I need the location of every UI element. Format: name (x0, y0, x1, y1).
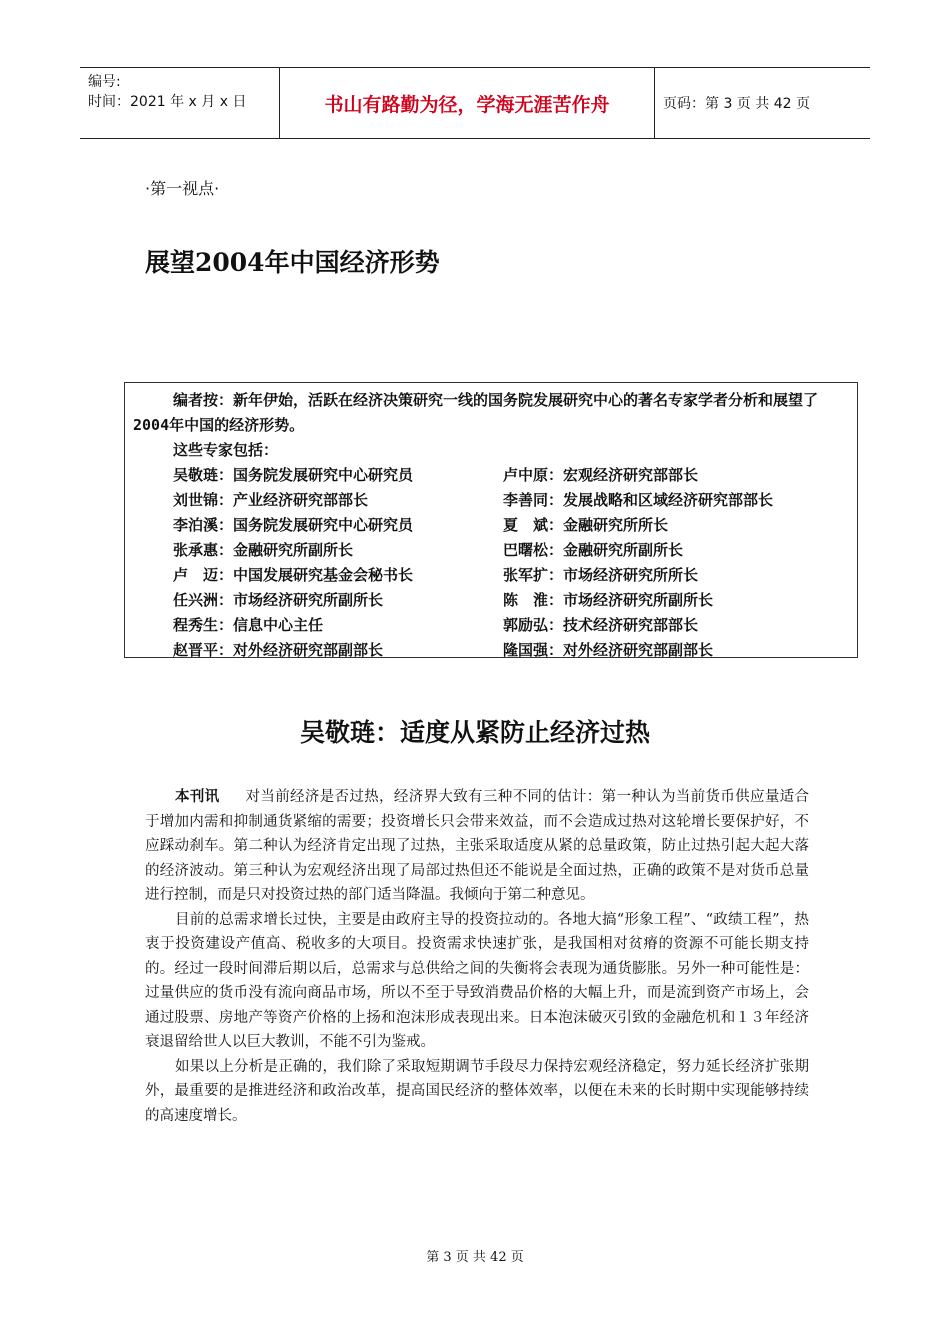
paragraph-text: 对当前经济是否过热，经济界大致有三种不同的估计：第一种认为当前货币供应量适合于增加内需和抑制通货紧缩的需要；投资增长只会带来效益，而不会造成过热对这轮增长要保护好，不应踩动刹车。第二种认为经济肯定出现了过热，主张采取适度从紧的总量政策，防止过热引起大起大落的经济波动。第三种认为宏观经济出现了局部过热但还不能说是全面过热，正确的政策不是对货币总量进行控制，而是只对投资过热的部门适当降温。我倾向于第二种意见。 (145, 789, 809, 903)
expert-row (133, 488, 849, 513)
expert-row (133, 538, 849, 563)
lead-tag: 本刊讯 (175, 789, 220, 805)
expert-entry: 赵晋平：对外经济研究部副部长 (173, 641, 384, 659)
header-page-info: 页码：第 3 页 共 42 页 (663, 96, 810, 112)
expert-entry: 任兴洲：市场经济研究所副所长 (173, 591, 384, 609)
expert-entry: 隆国强：对外经济研究部副部长 (503, 641, 714, 659)
expert-entry: 张承惠：金融研究所副所长 (173, 541, 354, 559)
article-paragraph-2: 目前的总需求增长过快，主要是由政府主导的投资拉动的。各地大搞“形象工程”、“政绩工程”，热衷于投资建设产值高、税收多的大项目。投资需求快速扩张，是我国相对贫瘠的资源不可能长期支持的。经过一段时间滞后期以后，总需求与总供给之间的失衡将会表现为通货膨胀。另外一种可能性是：过量供应的货币没有流向商品市场，所以不至于导致消费品价格的大幅上升，而是流到资产市场上，会通过股票、房地产等资产价格的上扬和泡沫形成表现出来。日本泡沫破灭引致的金融危机和１３年经济衰退留给世人以巨大教训，不能不引为鉴戒。 (145, 911, 809, 1050)
page-header (80, 67, 870, 139)
expert-row (133, 613, 849, 638)
expert-entry: 卢中原：宏观经济研究部部长 (503, 466, 699, 484)
article-paragraph-3: 如果以上分析是正确的，我们除了采取短期调节手段尽力保持宏观经济稳定，努力延长经济扩张期外，最重要的是推进经济和政治改革，提高国民经济的整体效率，以便在未来的长时期中实现能够持续的高速度增长。 (145, 1058, 809, 1124)
expert-entry: 卢 迈：中国发展研究基金会秘书长 (173, 566, 414, 584)
expert-entry: 吴敬琏：国务院发展研究中心研究员 (173, 466, 414, 484)
experts-list (133, 463, 849, 663)
section-tag: ·第一视点· (145, 179, 220, 198)
article-body (145, 785, 809, 1128)
expert-entry: 巴曙松：金融研究所副所长 (503, 541, 684, 559)
expert-row (133, 638, 849, 663)
expert-entry: 陈 淮：市场经济研究所副所长 (503, 591, 714, 609)
expert-row (133, 563, 849, 588)
experts-heading: 这些专家包括： (173, 441, 279, 459)
document-date-label: 时间：2021 年 x 月 x 日 (88, 94, 247, 110)
expert-entry: 李善同：发展战略和区域经济研究部部长 (503, 491, 774, 509)
expert-row (133, 588, 849, 613)
article-title: 吴敬琏：适度从紧防止经济过热 (299, 718, 650, 747)
expert-entry: 李泊溪：国务院发展研究中心研究员 (173, 516, 414, 534)
expert-entry: 程秀生：信息中心主任 (173, 616, 324, 634)
expert-row (133, 513, 849, 538)
expert-entry: 张军扩：市场经济研究所所长 (503, 566, 699, 584)
document-number-label: 编号: (88, 74, 121, 90)
editor-note-intro: 编者按：新年伊始，活跃在经济决策研究一线的国务院发展研究中心的著名专家学者分析和展望了2004年中国的经济形势。 (133, 391, 819, 434)
article-paragraph-1 (145, 785, 809, 908)
editor-note-box (124, 382, 858, 658)
expert-entry: 刘世锦：产业经济研究部部长 (173, 491, 369, 509)
expert-entry: 郭励弘：技术经济研究部部长 (503, 616, 699, 634)
expert-entry: 夏 斌：金融研究所所长 (503, 516, 669, 534)
expert-row (133, 463, 849, 488)
header-meta (80, 68, 280, 138)
page-footer: 第 3 页 共 42 页 (426, 1250, 524, 1265)
main-title: 展望2004年中国经济形势 (145, 248, 440, 277)
header-motto: 书山有路勤为径，学海无涯苦作舟 (280, 68, 655, 138)
